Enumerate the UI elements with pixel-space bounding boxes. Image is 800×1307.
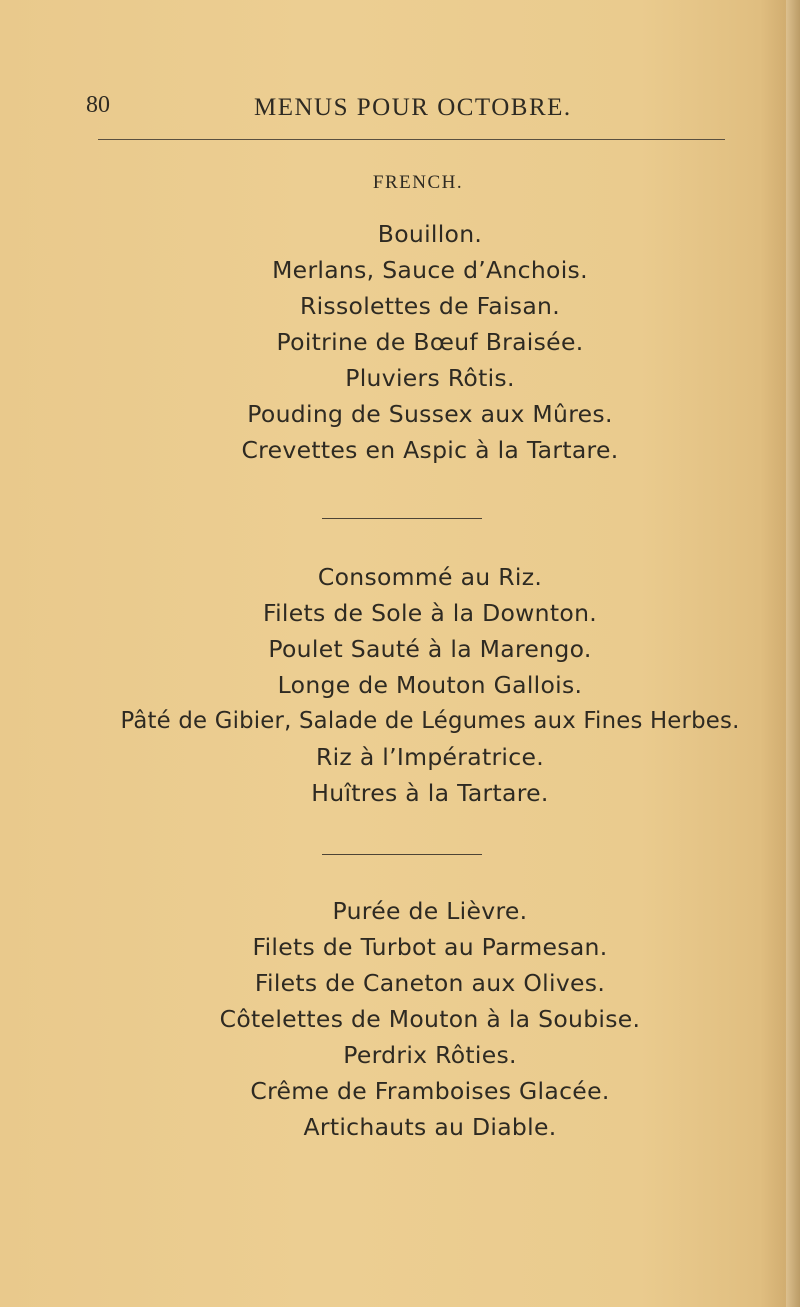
menu-item: Longe de Mouton Gallois. xyxy=(277,671,583,699)
menu-item: Riz à l’Impératrice. xyxy=(315,743,545,771)
menu-item: Rissolettes de Faisan. xyxy=(299,292,561,320)
section-label: FRENCH. xyxy=(372,172,464,193)
menu-item: Bouillon. xyxy=(377,220,483,248)
menu-item: Pluviers Rôtis. xyxy=(345,364,515,392)
menu-item: Poulet Sauté à la Marengo. xyxy=(268,635,592,663)
menu-item: Huîtres à la Tartare. xyxy=(311,779,549,807)
menu-item: Côtelettes de Mouton à la Soubise. xyxy=(219,1005,641,1033)
menu-item: Artichauts au Diable. xyxy=(303,1113,557,1141)
page-number: 80 xyxy=(86,92,110,118)
menu-separator xyxy=(322,854,482,855)
menu-3 xyxy=(0,893,800,1145)
menu-2 xyxy=(0,559,800,811)
menu-item: Consommé au Riz. xyxy=(317,563,543,591)
menu-item: Purée de Lièvre. xyxy=(332,897,528,925)
header-rule xyxy=(98,139,725,140)
menu-1 xyxy=(0,216,800,468)
menu-item: Pâté de Gibier, Salade de Légumes aux Fines Herbes. xyxy=(120,708,740,734)
menu-item: Filets de Sole à la Downton. xyxy=(262,599,598,627)
menu-item: Pouding de Sussex aux Mûres. xyxy=(247,400,613,428)
menu-item: Filets de Turbot au Parmesan. xyxy=(252,933,608,961)
menu-separator xyxy=(322,518,482,519)
menu-item: Poitrine de Bœuf Braisée. xyxy=(276,328,584,356)
menu-item: Crême de Framboises Glacée. xyxy=(250,1077,610,1105)
menu-item: Filets de Caneton aux Olives. xyxy=(254,969,606,997)
running-head: MENUS POUR OCTOBRE. xyxy=(254,94,572,121)
menu-item: Perdrix Rôties. xyxy=(343,1041,517,1069)
menu-item: Crevettes en Aspic à la Tartare. xyxy=(241,436,619,464)
menu-item: Merlans, Sauce d’Anchois. xyxy=(272,256,588,284)
